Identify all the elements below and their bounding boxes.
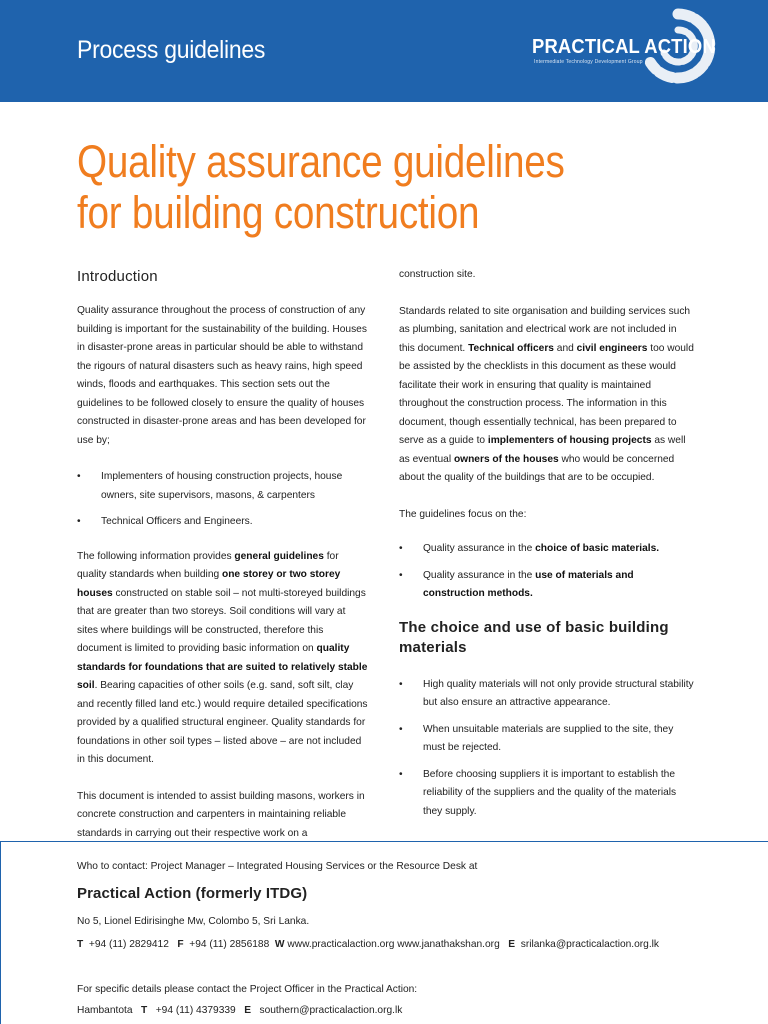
org-name: Practical Action (formerly ITDG) xyxy=(77,885,308,902)
southern-email-link[interactable]: southern@practicalaction.org.lk xyxy=(259,1005,403,1016)
logo-text: PRACTICAL ACTION xyxy=(532,36,716,58)
intro-paragraph: Quality assurance throughout the process of construction of any building is important for the sustainability of the building. Houses in disaster-prone areas in particular should be able to withstand the rigours of natural disasters such as heavy rains, high speed winds, floods and earthquakes. This section sets out the guidelines to be followed closely to ensure the quality of houses constructed in disaster-prone areas and has been developed for use by; xyxy=(77,305,367,446)
list-item: • Quality assurance in the choice of basic materials. xyxy=(399,543,660,554)
website-link[interactable]: www.practicalaction.org www.janathakshan.org xyxy=(287,939,500,950)
list-item: • When unsuitable materials are supplied to the site, they must be rejected. xyxy=(399,723,674,753)
focus-intro: The guidelines focus on the: xyxy=(399,508,527,520)
header-banner xyxy=(0,0,768,102)
list-item: • High quality materials will not only provide structural stability but also ensure an attractive appearance. xyxy=(399,678,694,708)
intro-heading: Introduction xyxy=(77,268,158,285)
title-line-1: Quality assurance guidelines xyxy=(77,136,565,187)
list-item: • Technical Officers and Engineers. xyxy=(77,516,253,527)
page-title xyxy=(77,136,679,238)
header-title: Process guidelines xyxy=(77,36,266,64)
list-item: • Implementers of housing construction projects, house owners, site supervisors, masons, & carpenters xyxy=(77,471,343,501)
practical-action-logo-icon xyxy=(640,8,716,84)
specific-contact-line: For specific details please contact the Project Officer in the Practical Action: xyxy=(77,984,418,995)
contact-line: Who to contact: Project Manager – Integrated Housing Services or the Resource Desk at xyxy=(77,861,478,872)
purpose-paragraph: This document is intended to assist building masons, workers in concrete construction and carpenters in maintaining reliable standards in carrying out their respective work on a xyxy=(77,790,365,839)
hambantota-contact: Hambantota T +94 (11) 4379339 E southern@practicalaction.org.lk xyxy=(77,1005,403,1016)
logo-subtitle: Intermediate Technology Development Group xyxy=(534,59,643,65)
footer-divider xyxy=(0,841,768,842)
scope-paragraph: The following information provides general guidelines for quality standards when building one storey or two storey houses constructed on stable soil – not multi-storeyed buildings that are greater than two storeys. Soil conditions will vary at sites where buildings will be constructed, therefore this document is limited to providing basic information on quality standards for foundations that are suited to relatively stable soil. Bearing capacities of other soils (e.g. sand, soft silt, clay and recently filled land etc.) would require detailed specifications provided by a qualified structural engineer. Quality standards for foundations in other soil types – listed above – are not included in this document. xyxy=(77,550,368,765)
contact-details: T +94 (11) 2829412 F +94 (11) 2856188 W www.practicalaction.org www.janathakshan.org E srilanka@practicalaction.org.lk xyxy=(77,939,660,950)
right-column xyxy=(399,266,695,821)
standards-paragraph: Standards related to site organisation and building services such as plumbing, sanitation and electrical work are not included in this document. Technical officers and civil engineers too would be assisted by the checklists in this document as these would facilitate their work in ensuring that quality is maintained throughout the construction process. The information in this document, though essentially technical, has been prepared to serve as a guide to implementers of housing projects as well as eventual owners of the houses who would be concerned about the quality of the buildings that are to be occupied. xyxy=(399,305,694,483)
title-line-2: for building construction xyxy=(77,187,480,238)
left-column xyxy=(77,266,369,843)
list-item: • Before choosing suppliers it is important to establish the reliability of the suppliers and the quality of the materials they supply. xyxy=(399,768,677,817)
email-link[interactable]: srilanka@practicalaction.org.lk xyxy=(520,939,660,950)
section-heading: The choice and use of basic building materials xyxy=(399,618,669,656)
continued-text: construction site. xyxy=(399,269,476,280)
list-item: • Quality assurance in the use of materials and construction methods. xyxy=(399,569,634,599)
footer-border xyxy=(0,841,1,1024)
address: No 5, Lionel Edirisinghe Mw, Colombo 5, Sri Lanka. xyxy=(77,916,310,927)
